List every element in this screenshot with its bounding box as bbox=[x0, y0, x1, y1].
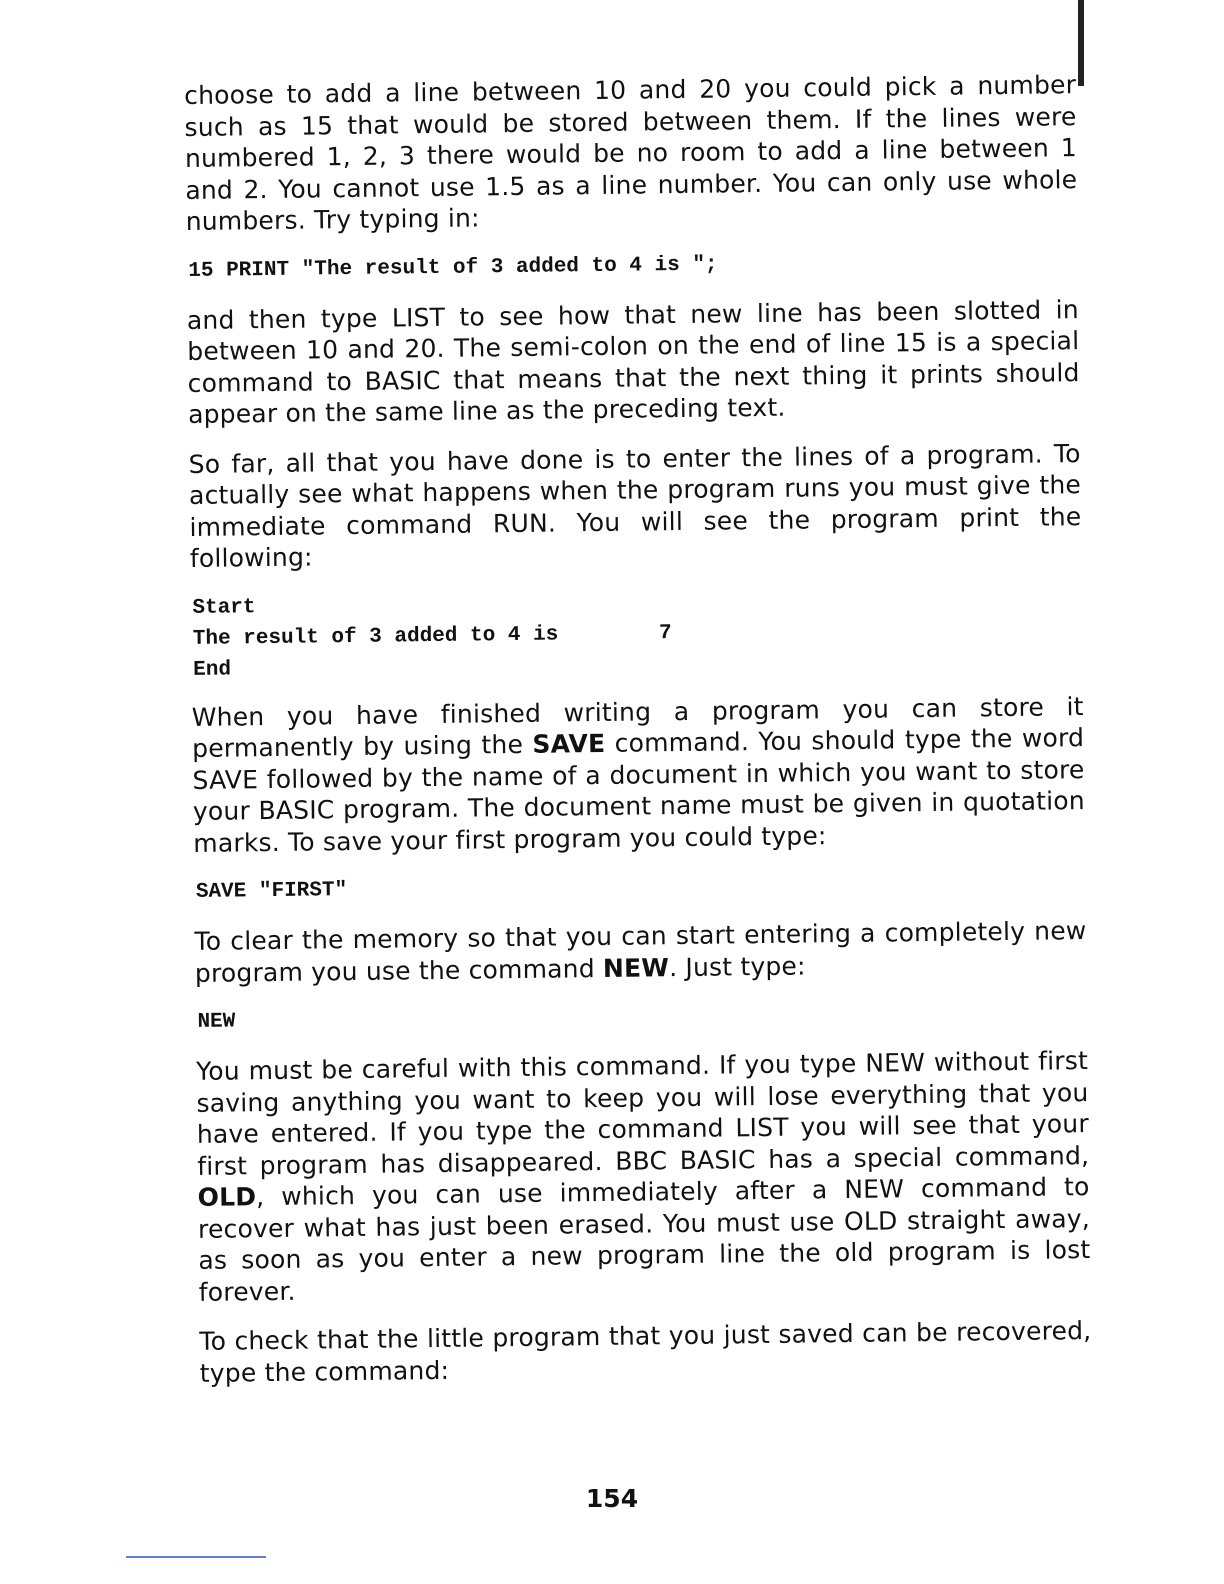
paragraph-save-command: When you have finished writing a program you can store it permanently by using the SAVE command. You should type the word SAVE followed by the name of a document in which you want to store your BASIC program. The document name must be given in quotation marks. To save your first program you could type: bbox=[191, 691, 1086, 858]
paragraph-line-numbering: choose to add a line between 10 and 20 you could pick a number such as 15 that would be stored between them. If the lines were numbered 1, 2, 3 there would be no room to add a line between 1 and 2. You cannot use 1.5 as a line number. You can only use whole numbers. Try typing in: bbox=[184, 70, 1078, 236]
paragraph-old-command: You must be careful with this command. If you type NEW without first saving anything you want to keep you will lose everything that you have entered. If you type the command LIST you will see that your first program has disappeared. BBC BASIC has a special command, OLD, which you can use immediately after a NEW command to recover what has just been erased. You must use OLD straight away, as soon as you enter a new program line the old program is lost forever. bbox=[195, 1046, 1091, 1307]
code-save-line: SAVE "FIRST" bbox=[195, 879, 348, 904]
keyword-save: SAVE bbox=[532, 728, 606, 759]
page-number: 154 bbox=[585, 1484, 639, 1513]
paragraph-new-command: To clear the memory so that you can start entering a completely new program you use the command NEW. Just type: bbox=[194, 916, 1087, 988]
paragraph-list-explanation: and then type LIST to see how that new line has been slotted in between 10 and 20. The semi-colon on the end of line 15 is a special command to BASIC that means that the next thing it prints should appear on the same line as the preceding text. bbox=[186, 294, 1080, 429]
scan-edge-mark bbox=[1078, 0, 1084, 86]
output-line: Start bbox=[192, 595, 256, 620]
document-page bbox=[184, 69, 1092, 1407]
bottom-rule bbox=[126, 1556, 266, 1558]
program-output bbox=[192, 582, 1083, 686]
keyword-new: NEW bbox=[602, 952, 670, 983]
paragraph-run-command: So far, all that you have done is to enter the lines of a program. To actually see what happens when the program runs you must give the immediate command RUN. You will see the program print the following: bbox=[188, 438, 1082, 573]
code-new-line: NEW bbox=[197, 1010, 236, 1034]
code-print-line: 15 PRINT "The result of 3 added to 4 is "; bbox=[188, 252, 718, 283]
paragraph-recover-check: To check that the little program that you just saved can be recovered, type the command: bbox=[199, 1316, 1092, 1388]
output-line: The result of 3 added to 4 is 7 bbox=[192, 621, 672, 651]
keyword-old: OLD bbox=[197, 1182, 257, 1212]
output-line: End bbox=[193, 657, 232, 682]
